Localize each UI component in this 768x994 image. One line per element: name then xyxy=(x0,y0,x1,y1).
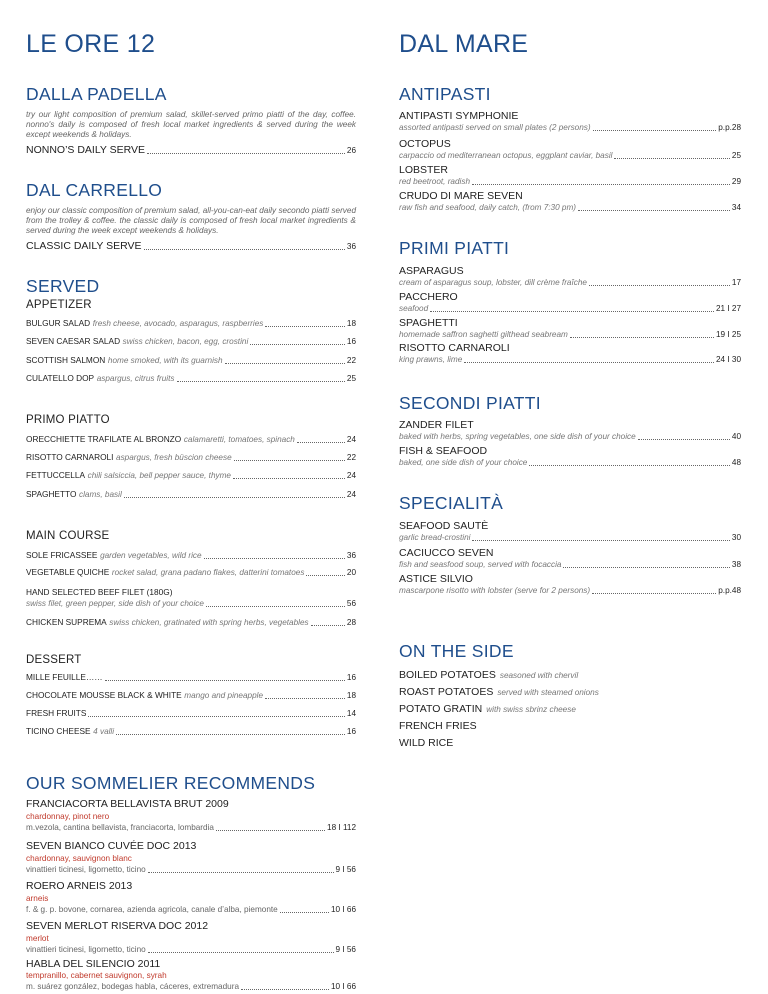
item-name: FRESH FRUITS xyxy=(26,708,87,718)
wine-producer: vinattieri ticinesi, ligornetto, ticino xyxy=(26,945,146,954)
item-desc: mascarpone risotto with lobster (serve for 2 persons) xyxy=(399,586,591,595)
item-price: 16 xyxy=(346,727,356,736)
menu-item xyxy=(399,445,741,468)
item-name: FISH & SEAFOOD xyxy=(399,445,488,457)
item-price: 17 xyxy=(731,278,741,287)
item-price: 18 xyxy=(346,691,356,700)
wine-entry xyxy=(26,880,356,915)
dot-leader xyxy=(592,593,716,594)
item-desc-row xyxy=(399,329,741,340)
menu-item xyxy=(399,291,741,314)
item-name: NONNO’S DAILY SERVE xyxy=(26,144,146,156)
dot-leader xyxy=(124,497,345,498)
item-desc: seafood xyxy=(399,304,429,313)
item-desc-row xyxy=(399,559,741,570)
menu-item xyxy=(26,672,356,683)
item-name: SEAFOOD SAUTÈ xyxy=(399,520,489,532)
item-desc-row xyxy=(399,431,741,442)
dot-leader xyxy=(464,362,714,363)
dot-leader xyxy=(280,912,329,913)
dot-leader xyxy=(88,716,345,717)
carrello-intro: enjoy our classic composition of premium salad, all-you-can-eat daily secondo piatti served from the trolley & coffee. the classic daily is composed of fresh local market ingredients & served during the week except weekends & holidays. xyxy=(26,206,356,235)
section-title-primi: PRIMI PIATTI xyxy=(399,238,510,258)
wine-producer: m.vezola, cantina bellavista, franciacorta, lombardia xyxy=(26,823,214,832)
item-desc: homemade saffron saghetti gilthead seabream xyxy=(399,330,568,339)
side-item xyxy=(399,686,741,698)
subsection-title-dessert: DESSERT xyxy=(26,654,82,666)
item-name: MILLE FEUILLE…… xyxy=(26,672,103,682)
menu-item xyxy=(26,617,356,628)
item-price: 21 I 27 xyxy=(715,304,741,313)
menu-item xyxy=(26,145,356,156)
item-desc-row xyxy=(399,303,741,314)
wine-producer: vinattieri ticinesi, ligornetto, ticino xyxy=(26,865,146,874)
menu-item xyxy=(399,190,741,213)
wine-name: ROERO ARNEIS 2013 xyxy=(26,880,133,892)
item-name: SCOTTISH SALMON xyxy=(26,355,106,365)
dot-leader xyxy=(233,478,345,479)
dot-leader xyxy=(430,311,714,312)
item-price: 24 xyxy=(346,471,356,480)
item-name: TICINO CHEESE xyxy=(26,726,91,736)
dot-leader xyxy=(206,606,345,607)
item-price: 22 xyxy=(346,453,356,462)
wine-price: 10 I 66 xyxy=(330,905,356,914)
item-name: OCTOPUS xyxy=(399,138,451,150)
dot-leader xyxy=(589,285,730,286)
dot-leader xyxy=(250,344,345,345)
item-name: ANTIPASTI SYMPHONIE xyxy=(399,110,519,122)
subsection-title-main-course: MAIN COURSE xyxy=(26,530,110,542)
item-price: 24 xyxy=(346,435,356,444)
item-price: 56 xyxy=(346,599,356,608)
side-item xyxy=(399,669,741,681)
dot-leader xyxy=(297,442,345,443)
side-name: POTATO GRATIN xyxy=(399,703,483,715)
dot-leader xyxy=(563,567,729,568)
side-name: WILD RICE xyxy=(399,737,454,749)
menu-item xyxy=(26,567,356,578)
menu-item xyxy=(399,110,741,133)
item-desc: aspargus, citrus fruits xyxy=(96,374,175,383)
item-name: SPAGHETTI xyxy=(399,317,458,329)
dot-leader xyxy=(614,158,729,159)
menu-item xyxy=(26,598,356,609)
item-price: 34 xyxy=(731,203,741,212)
item-name: RISOTTO CARNAROLI xyxy=(26,452,114,462)
item-desc: clams, basil xyxy=(79,490,122,499)
item-desc: aspargus, fresh büscion cheese xyxy=(116,453,232,462)
item-price: 48 xyxy=(731,458,741,467)
menu-item xyxy=(26,373,356,384)
item-price: 28 xyxy=(346,618,356,627)
dot-leader xyxy=(177,381,345,382)
section-title-padella: DALLA PADELLA xyxy=(26,84,167,104)
item-name: ORECCHIETTE TRAFILATE AL BRONZO xyxy=(26,434,182,444)
section-title-sommelier: OUR SOMMELIER RECOMMENDS xyxy=(26,773,316,793)
dot-leader xyxy=(472,184,730,185)
dot-leader xyxy=(225,363,345,364)
subsection-title-appetizer: APPETIZER xyxy=(26,299,92,311)
menu-item xyxy=(26,726,356,737)
item-name: BULGUR SALAD xyxy=(26,318,91,328)
wine-name: SEVEN BIANCO CUVÉE DOC 2013 xyxy=(26,840,197,852)
item-price: 22 xyxy=(346,356,356,365)
item-desc: fish and seasfood soup, served with focaccia xyxy=(399,560,562,569)
item-desc-row xyxy=(399,202,741,213)
dot-leader xyxy=(144,249,345,250)
section-title-side: ON THE SIDE xyxy=(399,641,514,661)
side-item xyxy=(399,737,741,749)
item-desc: carpaccio od mediterranean octopus, eggplant caviar, basil xyxy=(399,151,613,160)
menu-item xyxy=(399,164,741,187)
dot-leader xyxy=(204,558,345,559)
item-name: RISOTTO CARNAROLI xyxy=(399,342,510,354)
side-name: FRENCH FRIES xyxy=(399,720,477,732)
item-desc-row xyxy=(399,354,741,365)
item-desc: swiss chicken, bacon, egg, crostini xyxy=(122,337,249,346)
item-desc: fresh cheese, avocado, asparagus, raspberries xyxy=(92,319,264,328)
menu-item xyxy=(399,265,741,288)
wine-producer-row xyxy=(26,822,356,833)
padella-intro: try our light composition of premium salad, skillet-served primo piatti of the day, coffee. nonno's daily is composed of fresh local market ingredients & served during the week except weekends & holidays. xyxy=(26,110,356,139)
item-desc: baked, one side dish of your choice xyxy=(399,458,528,467)
dot-leader xyxy=(265,698,345,699)
item-price: 36 xyxy=(346,551,356,560)
item-price: 16 xyxy=(346,337,356,346)
item-name: CHICKEN SUPREMA xyxy=(26,617,107,627)
item-price: 25 xyxy=(346,374,356,383)
item-name: ASPARAGUS xyxy=(399,265,464,277)
dot-leader xyxy=(311,625,345,626)
section-title-carrello: DAL CARRELLO xyxy=(26,180,163,200)
wine-producer-row xyxy=(26,904,356,915)
item-price: 24 I 30 xyxy=(715,355,741,364)
item-price: 18 xyxy=(346,319,356,328)
dot-leader xyxy=(578,210,730,211)
wine-producer: m. suárez gonzález, bodegas habla, cáceres, extremadura xyxy=(26,982,239,991)
wine-producer-row xyxy=(26,944,356,955)
dot-leader xyxy=(148,952,334,953)
section-title-secondi: SECONDI PIATTI xyxy=(399,393,541,413)
dot-leader xyxy=(148,872,334,873)
item-desc: calamaretti, tomatoes, spinach xyxy=(183,435,295,444)
menu-item xyxy=(399,138,741,161)
item-desc: rocket salad, grana padano flakes, datterini tomatoes xyxy=(111,568,305,577)
item-name: FETTUCCELLA xyxy=(26,470,86,480)
item-price: 25 xyxy=(731,151,741,160)
item-price: 40 xyxy=(731,432,741,441)
side-desc: served with steamed onions xyxy=(497,688,599,697)
item-name: CRUDO DI MARE SEVEN xyxy=(399,190,523,202)
section-title-served: SERVED xyxy=(26,276,100,296)
wine-grape: tempranillo, cabernet sauvignon, syrah xyxy=(26,971,167,980)
item-desc: assorted antipasti served on small plates (2 persons) xyxy=(399,123,591,132)
side-desc: seasoned with chervil xyxy=(499,671,579,680)
menu-title-lunch: LE ORE 12 xyxy=(26,30,156,58)
wine-producer-row xyxy=(26,864,356,875)
menu-item xyxy=(26,489,356,500)
item-price: 19 I 25 xyxy=(715,330,741,339)
subsection-title-primo: PRIMO PIATTO xyxy=(26,414,110,426)
dot-leader xyxy=(216,830,325,831)
wine-entry xyxy=(26,920,356,955)
dot-leader xyxy=(306,575,344,576)
wine-grape: merlot xyxy=(26,934,49,943)
item-desc-row xyxy=(399,585,741,596)
side-item xyxy=(399,703,741,715)
item-name: ASTICE SILVIO xyxy=(399,573,473,585)
wine-name: SEVEN MERLOT RISERVA DOC 2012 xyxy=(26,920,209,932)
wine-name: HABLA DEL SILENCIO 2011 xyxy=(26,958,161,970)
item-desc: chili salsiccia, bell pepper sauce, thyme xyxy=(87,471,231,480)
item-desc: baked with herbs, spring vegetables, one side dish of your choice xyxy=(399,432,636,441)
item-name: SOLE FRICASSEE xyxy=(26,550,98,560)
item-desc-row xyxy=(399,457,741,468)
item-desc-row xyxy=(399,532,741,543)
side-name: BOILED POTATOES xyxy=(399,669,496,681)
item-desc: king prawns, lime xyxy=(399,355,463,364)
wine-grape: chardonnay, pinot nero xyxy=(26,812,110,821)
menu-item xyxy=(26,241,356,252)
item-price: 14 xyxy=(346,709,356,718)
wine-entry xyxy=(26,958,356,992)
dot-leader xyxy=(265,326,345,327)
side-item xyxy=(399,720,741,732)
wine-price: 10 I 66 xyxy=(330,982,356,991)
dot-leader xyxy=(234,460,345,461)
item-name: ZANDER FILET xyxy=(399,419,474,431)
item-desc: home smoked, with its guarnish xyxy=(107,356,223,365)
item-desc-row xyxy=(399,122,741,133)
dot-leader xyxy=(638,439,730,440)
menu-item xyxy=(399,520,741,543)
dot-leader xyxy=(593,130,717,131)
item-desc-row xyxy=(399,150,741,161)
dot-leader xyxy=(529,465,730,466)
item-name: CLASSIC DAILY SERVE xyxy=(26,240,142,252)
menu-item xyxy=(26,690,356,701)
item-name: CHOCOLATE MOUSSE BLACK & WHITE xyxy=(26,690,182,700)
wine-price: 9 I 56 xyxy=(335,945,356,954)
item-desc: 4 valli xyxy=(93,727,115,736)
item-price: 29 xyxy=(731,177,741,186)
side-name: ROAST POTATOES xyxy=(399,686,494,698)
item-name: CACIUCCO SEVEN xyxy=(399,547,494,559)
section-title-specialita: SPECIALITÀ xyxy=(399,493,504,513)
menu-item xyxy=(26,550,356,561)
item-name: SEVEN CAESAR SALAD xyxy=(26,336,121,346)
wine-entry xyxy=(26,798,356,833)
menu-item xyxy=(399,419,741,442)
dot-leader xyxy=(570,337,714,338)
menu-item xyxy=(26,452,356,463)
dot-leader xyxy=(116,734,345,735)
item-desc: red beetroot, radish xyxy=(399,177,471,186)
item-price: 16 xyxy=(346,673,356,682)
item-name: VEGETABLE QUICHE xyxy=(26,567,110,577)
item-name: CULATELLO DOP xyxy=(26,373,95,383)
item-price: 26 xyxy=(346,146,356,155)
menu-item xyxy=(399,342,741,365)
wine-price: 18 I 112 xyxy=(327,823,356,832)
menu-item xyxy=(26,336,356,347)
dot-leader xyxy=(147,153,345,154)
wine-price: 9 I 56 xyxy=(335,865,356,874)
menu-item xyxy=(26,318,356,329)
dot-leader xyxy=(472,540,729,541)
item-name-beef: HAND SELECTED BEEF FILET (180G) xyxy=(26,587,173,597)
item-price: 38 xyxy=(731,560,741,569)
menu-item xyxy=(399,317,741,340)
item-desc: swiss chicken, gratinated with spring herbs, vegetables xyxy=(109,618,309,627)
item-name: SPAGHETTO xyxy=(26,489,77,499)
item-name: PACCHERO xyxy=(399,291,458,303)
menu-item xyxy=(26,355,356,366)
wine-producer: f. & g. p. bovone, cornarea, azienda agricola, canale d’alba, piemonte xyxy=(26,905,278,914)
item-price: p.p.28 xyxy=(718,123,741,132)
item-price: 36 xyxy=(346,242,356,251)
wine-producer-row xyxy=(26,981,356,992)
item-price: 24 xyxy=(346,490,356,499)
section-title-antipasti: ANTIPASTI xyxy=(399,84,491,104)
item-price: 30 xyxy=(731,533,741,542)
item-desc: cream of asparagus soup, lobster, dill crème fraîche xyxy=(399,278,587,287)
item-desc-row xyxy=(399,277,741,288)
wine-entry xyxy=(26,840,356,875)
dot-leader xyxy=(105,680,345,681)
item-desc: swiss filet, green pepper, side dish of your choice xyxy=(26,599,204,608)
item-price: p.p.48 xyxy=(718,586,741,595)
item-desc-row xyxy=(399,176,741,187)
wine-name: FRANCIACORTA BELLAVISTA BRUT 2009 xyxy=(26,798,229,810)
menu-item xyxy=(26,434,356,445)
wine-grape: chardonnay, sauvignon blanc xyxy=(26,854,132,863)
dot-leader xyxy=(241,989,329,990)
menu-item xyxy=(399,547,741,570)
wine-grape: arneis xyxy=(26,894,49,903)
item-desc: mango and pineapple xyxy=(184,691,264,700)
item-desc: raw fish and seafood, daily catch, (from 7:30 pm) xyxy=(399,203,577,212)
menu-item xyxy=(26,708,356,719)
item-name: LOBSTER xyxy=(399,164,449,176)
menu-item xyxy=(26,470,356,481)
menu-item xyxy=(399,573,741,596)
item-price: 20 xyxy=(346,568,356,577)
menu-title-sea: DAL MARE xyxy=(399,30,529,58)
item-desc: garden vegetables, wild rice xyxy=(100,551,202,560)
side-desc: with swiss sbrinz cheese xyxy=(486,705,576,714)
item-desc: garlic bread-crostini xyxy=(399,533,471,542)
